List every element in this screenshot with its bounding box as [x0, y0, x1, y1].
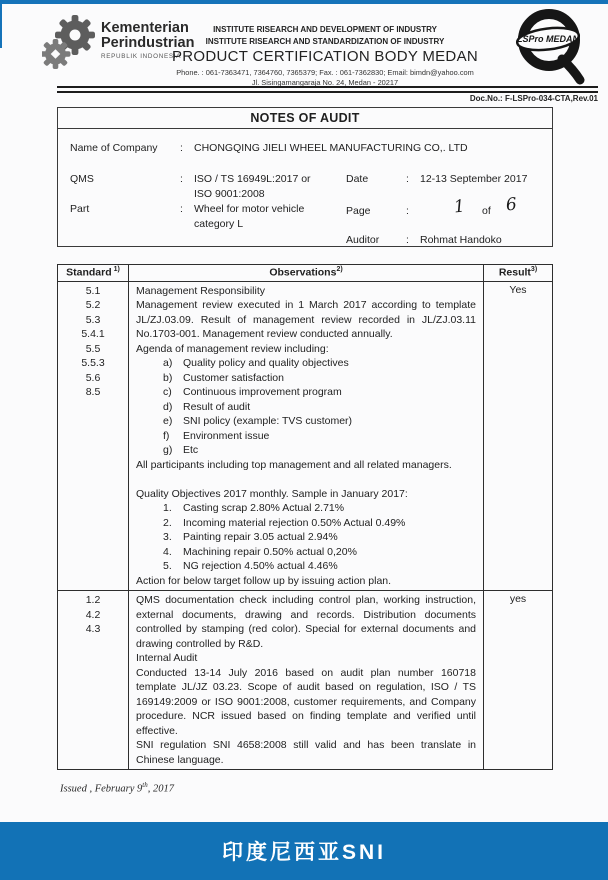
observations-cell [129, 591, 484, 769]
observation-paragraph: SNI regulation SNI 4658:2008 still valid and has been translate in Chinese language. [136, 739, 476, 766]
list-item-text: Machining repair 0.50% actual 0,20% [183, 545, 357, 558]
lspro-medan-logo [505, 7, 597, 92]
standard-clause: 5.5.3 [81, 357, 105, 369]
ministry-name-line1: Kementerian [101, 20, 189, 36]
observations-footnote-ref: 2) [336, 266, 343, 273]
scan-top-edge [0, 0, 608, 4]
page-of-label: of [482, 205, 491, 217]
form-fields [58, 129, 552, 246]
issued-prefix: Issued , February 9 [60, 783, 143, 795]
standard-footnote-ref: 1) [113, 266, 120, 273]
observation-list-item [136, 516, 476, 531]
lspro-logo-text: LSPro MEDAN [516, 34, 580, 44]
list-item-text: Casting scrap 2.80% Actual 2.71% [183, 502, 345, 514]
auditor-value: Rohmat Handoko [420, 234, 502, 246]
observation-list-item [136, 356, 476, 371]
standard-clause: 4.2 [85, 608, 101, 621]
observation-list-item [136, 443, 476, 458]
list-item-marker: c) [163, 386, 172, 398]
part-label: Part [70, 203, 90, 215]
standard-clause: 5.3 [85, 313, 101, 326]
part-colon: : [180, 203, 183, 215]
notes-of-audit-box [57, 107, 553, 247]
list-item-marker: d) [163, 400, 173, 413]
list-item-marker: 2. [163, 516, 172, 529]
letterhead-center [135, 24, 515, 87]
list-item-text: SNI policy (example: TVS customer) [183, 415, 353, 427]
observation-list-item [136, 545, 476, 560]
page-colon: : [406, 205, 409, 217]
footer-bar-text: 印度尼西亚SNI [221, 841, 386, 864]
standard-column-header: Standard $^{1)}$ [58, 265, 129, 281]
company-value: CHONGQING JIELI WHEEL MANUFACTURING CO,. LTD [194, 142, 468, 154]
audit-table-rows [58, 282, 552, 770]
contact-line: Phone. : 061-7363471, 7364760, 7365379; Fax. : 061-7362830; Email: bimdn@yahoo.com [176, 68, 474, 77]
standard-clause: 5.1 [85, 284, 101, 297]
result-footnote-ref: 3) [530, 266, 538, 273]
observations-column-header: Observations$^{2)}$ [129, 265, 484, 281]
list-item-text: Continuous improvement program [183, 386, 342, 398]
observation-list-item [136, 400, 476, 415]
page-label: Page [346, 205, 371, 217]
standard-clause: 4.3 [85, 623, 101, 635]
observation-list-item [136, 501, 476, 516]
issued-suffix: , 2017 [147, 783, 174, 795]
result-cell: yes [509, 593, 527, 605]
list-item-marker: f) [163, 429, 170, 442]
observation-line: Action for below target follow up by issuing action plan. [136, 574, 392, 587]
observation-list-item [136, 429, 476, 444]
company-label: Name of Company [70, 142, 158, 154]
list-item-marker: g) [163, 444, 173, 456]
observation-line: Management Responsibility [136, 284, 265, 297]
form-title: NOTES OF AUDIT [58, 108, 552, 129]
page-current-handwritten: 1 [452, 196, 466, 218]
date-value: 12-13 September 2017 [420, 173, 528, 185]
institute-line2: INSTITUTE RISEARCH AND STANDARDIZATION OF INDUSTRY [205, 36, 445, 46]
auditor-label: Auditor [346, 234, 380, 246]
date-colon: : [406, 173, 409, 185]
standard-clause: 5.2 [85, 299, 101, 311]
list-item-text: Quality policy and quality objectives [183, 357, 349, 369]
observation-line: Internal Audit [136, 652, 198, 664]
standard-cell [58, 591, 129, 769]
ministry-name-line2: Perindustrian [101, 35, 195, 51]
observation-list-item [136, 371, 476, 386]
list-item-text: Incoming material rejection 0.50% Actual 0.49% [183, 516, 406, 529]
observation-paragraph: Conducted 13-14 July 2016 based on audit plan number 160718 template JL/JZ 03.23. Scope of audit based on regulation, ISO / TS 169149:2009 or ISO 9001:2008, customer requirements, and Company procedure. NCR issued based on finding template and verified until effective. [136, 666, 476, 737]
footer-bar [0, 822, 608, 880]
standard-clause: 1.2 [85, 594, 101, 606]
list-item-marker: a) [163, 357, 173, 369]
observation-list-item [136, 414, 476, 429]
qms-value-line1: ISO / TS 16949L:2017 or [194, 173, 311, 185]
observation-line: Agenda of management review including: [136, 342, 329, 355]
standard-clause: 5.4.1 [81, 328, 105, 340]
standard-clause: 8.5 [85, 386, 101, 398]
result-column-header: Result$^{3)}$ [498, 266, 538, 279]
part-value-line1: Wheel for motor vehicle [194, 203, 305, 215]
list-item-marker: 4. [163, 545, 172, 558]
qms-label: QMS [70, 173, 94, 185]
list-item-text: Environment issue [183, 429, 270, 442]
issued-date-line [60, 781, 174, 795]
list-item-marker: 3. [163, 531, 172, 543]
observations-cell [129, 282, 484, 591]
auditor-colon: : [406, 234, 409, 246]
header-divider-rule [57, 86, 598, 93]
list-item-text: Painting repair 3.05 actual 2.94% [183, 531, 338, 543]
standard-cell [58, 282, 129, 591]
observation-paragraph: QMS documentation check including control plan, working instruction, external documents, drawing and records. Distribution documents controlled by stamping (red color). Special for external documents and drawing controlled by R&D. [136, 594, 476, 650]
audit-table-header [58, 265, 552, 282]
list-item-text: Result of audit [183, 400, 251, 413]
standard-clause: 5.5 [85, 342, 101, 355]
list-item-marker: 1. [163, 502, 172, 514]
address-line: Jl. Sisingamangaraja No. 24, Medan - 20217 [251, 77, 399, 87]
qms-colon: : [180, 173, 183, 185]
certification-body-name: PRODUCT CERTIFICATION BODY MEDAN [171, 48, 479, 65]
result-cell: Yes [509, 283, 527, 296]
observation-list-item [136, 559, 476, 574]
qms-value-line2: ISO 9001:2008 [194, 188, 265, 200]
ministry-name-line3: REPUBLIK INDONESIA [101, 53, 182, 60]
list-item-marker: b) [163, 371, 173, 384]
list-item-text: Customer satisfaction [183, 371, 284, 384]
table-row [58, 282, 552, 592]
list-item-marker: e) [163, 415, 173, 427]
date-label: Date [346, 173, 369, 185]
table-row [58, 591, 552, 769]
observation-line: Quality Objectives 2017 monthly. Sample in January 2017: [136, 487, 408, 500]
ministry-gears-logo [42, 14, 98, 75]
page-total-handwritten: 6 [504, 194, 518, 216]
company-colon: : [180, 142, 183, 154]
observation-paragraph: Management review executed in 1 March 2017 according to template JL/ZJ.03.09. Result of management review recorded in JL/ZJ.03.11 No.1703-001. Management review conducted annually. [136, 299, 476, 340]
list-item-marker: 5. [163, 560, 172, 572]
issued-ordinal-sup: th [142, 781, 148, 789]
scan-left-edge [0, 0, 2, 48]
observation-list-item [136, 530, 476, 545]
observation-spacer [136, 472, 476, 487]
part-value-line2: category L [194, 218, 244, 230]
observation-list-item [136, 385, 476, 400]
list-item-text: Etc [183, 444, 199, 456]
doc-number: Doc.No.: F-LSPro-034-CTA,Rev.01 [469, 94, 598, 103]
observation-line: All participants including top management and all related managers. [136, 458, 452, 471]
institute-line1: INSTITUTE RISEARCH AND DEVELOPMENT OF INDUSTRY [213, 25, 437, 34]
audit-table [57, 264, 553, 770]
list-item-text: NG rejection 4.50% actual 4.46% [183, 560, 338, 572]
standard-clause: 5.6 [85, 371, 101, 384]
